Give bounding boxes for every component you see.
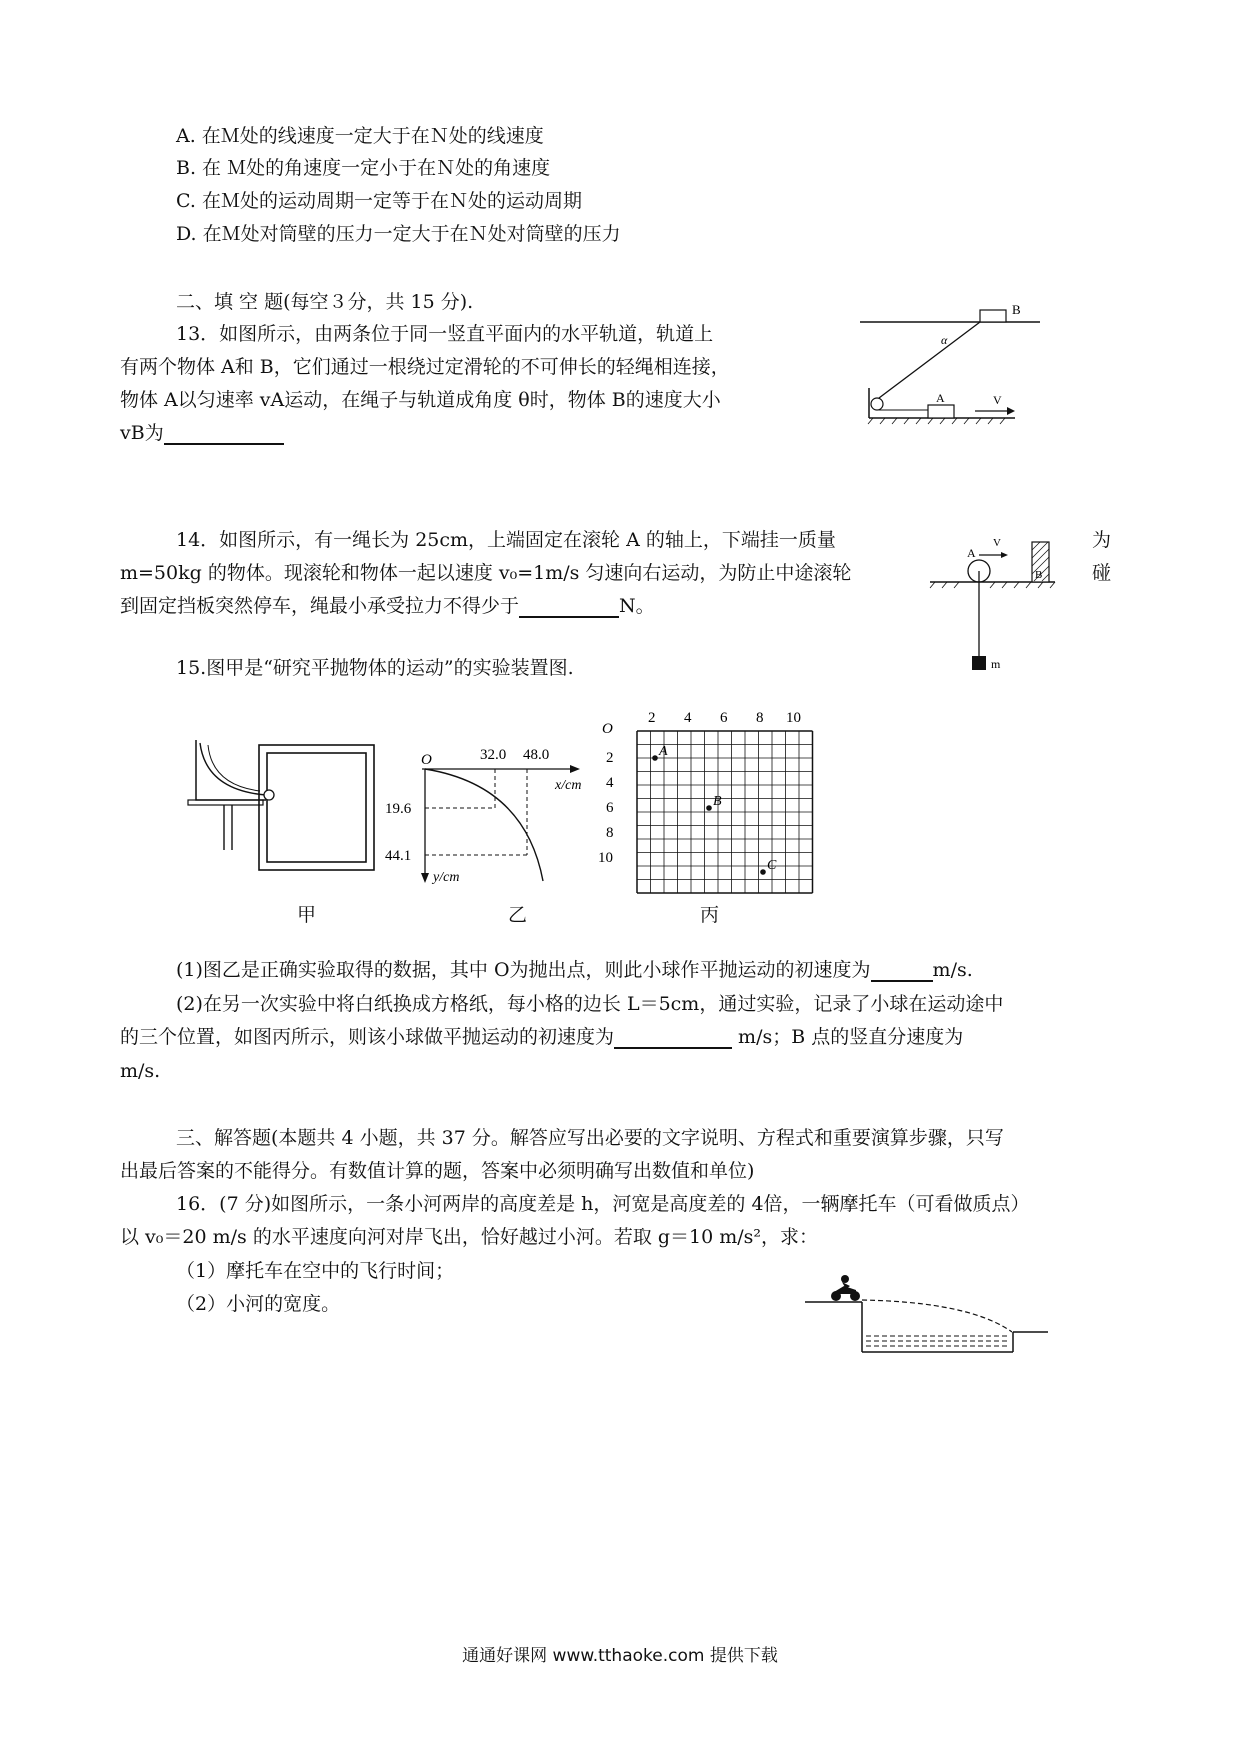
q14-unit: N。 [619,595,655,617]
bing-ytick-4: 4 [606,775,614,791]
q16-water [866,1336,1010,1346]
q14-label-a: A [967,546,976,560]
label-bing: 丙 [700,904,720,926]
page-footer: 通通好课网 www.tthaoke.com 提供下载 [462,1646,778,1666]
jia-chute-frame [196,740,266,800]
q16-figure [800,1262,1050,1357]
q13-label-angle: α [941,333,948,347]
q13-figure [855,298,1045,438]
bing-point-b [706,805,712,811]
yi-y2-label: 44.1 [385,848,412,864]
q14-line3-text: 到固定挡板突然停车，绳最小承受拉力不得少于 [120,595,520,617]
q13-block-a [928,405,954,418]
q15-sub1-text: (1)图乙是正确实验取得的数据，其中 O为抛出点，则此小球作平抛运动的初速度为 [176,959,871,981]
bing-xtick-10: 10 [786,710,801,726]
q14-answer-blank[interactable] [519,598,619,618]
q15-sub1 [176,958,973,982]
yi-x2-label: 48.0 [523,747,550,763]
q15-figure-yi [385,745,600,895]
q14-ground-hatch [930,582,1055,588]
yi-trajectory [425,769,543,881]
bing-xtick-2: 2 [648,710,656,726]
yi-x-arrow [570,765,580,773]
bing-label-a: A [659,744,668,759]
q15-sub2-line1: (2)在另一次实验中将白纸换成方格纸，每小格的边长 L＝5cm，通过实验，记录了小球在运动途中 [176,993,1004,1015]
q14-line3 [120,594,655,618]
bing-ytick-8: 8 [606,825,614,841]
q15-sub1-blank[interactable] [871,962,933,982]
bing-xtick-8: 8 [756,710,764,726]
q13-line2: 有两个物体 A和 B，它们通过一根绕过定滑轮的不可伸长的轻绳相连接， [120,356,730,378]
option-d: D. 在Ｍ处对筒壁的压力一定大于在Ｎ处对筒壁的压力 [176,223,621,245]
q14-label-m: m [991,657,1001,671]
q13-pulley [871,398,883,410]
jia-chute-curve-inner [208,745,260,791]
q15-intro: 15.图甲是“研究平抛物体的运动”的实验装置图. [176,657,574,679]
yi-x-axis-label: x/cm [555,778,582,793]
q14-line2: m=50kg 的物体。现滚轮和物体一起以速度 v₀=1m/s 匀速向右运动，为防止中途滚轮 [120,562,852,584]
jia-chute-curve [200,743,266,795]
q13-label-b: B [1012,302,1021,317]
option-b: B. 在 Ｍ处的角速度一定小于在Ｎ处的角速度 [176,157,551,179]
q13-label-v: V [993,393,1002,407]
q16-line1: 16．(7 分)如图所示，一条小河两岸的高度差是 h，河宽是高度差的 4倍，一辆摩托车（可看做质点） [176,1193,1030,1215]
bing-point-a [652,755,658,761]
q15-sub2-blank[interactable] [614,1029,732,1049]
option-c: C. 在Ｍ处的运动周期一定等于在Ｎ处的运动周期 [176,190,582,212]
yi-y-axis-label: y/cm [433,870,460,885]
q13-vb-label: vB为 [120,422,164,444]
q14-figure [925,530,1065,675]
bing-label-c: C [767,858,777,873]
section2-heading: 二、填 空 题(每空３分，共 15 分). [176,291,474,313]
jia-ball [264,790,274,800]
label-jia: 甲 [297,904,317,926]
option-a: A. 在Ｍ处的线速度一定大于在Ｎ处的线速度 [176,125,544,147]
bing-ytick-10: 10 [598,850,613,866]
q16-line2: 以 v₀＝20 m/s 的水平速度向河对岸飞出，恰好越过小河。若取 g＝10 m/s²，求： [120,1226,819,1248]
section3-line2: 出最后答案的不能得分。有数值计算的题，答案中必须明确写出数值和单位) [120,1160,755,1182]
q13-line1: 13．如图所示，由两条位于同一竖直平面内的水平轨道，轨道上 [176,323,714,345]
yi-origin-label: O [421,752,432,768]
jia-board-inner [267,753,366,862]
bing-origin-label: O [602,721,613,737]
q13-ground-hatch [868,418,1005,424]
q15-sub2-text: 的三个位置，如图丙所示，则该小球做平抛运动的初速度为 [120,1026,615,1048]
bing-ytick-2: 2 [606,750,614,766]
yi-y1-label: 19.6 [385,801,412,817]
q13-block-b [980,310,1006,322]
q15-figure-jia [186,735,386,905]
label-yi: 乙 [508,904,528,926]
q14-mass [972,656,986,670]
q14-side-text-1: 为 [1092,529,1112,551]
q16-sub1: （1）摩托车在空中的飞行时间； [176,1260,455,1282]
q15-sub2-text-2: m/s；B 点的竖直分速度为 [732,1026,964,1048]
bing-ytick-6: 6 [606,800,614,816]
section3-line1: 三、解答题(本题共 4 小题，共 37 分。解答应写出必要的文字说明、方程式和重要演算步骤，只写 [176,1127,1004,1149]
q15-sub2-line3: m/s. [120,1060,161,1082]
q16-sub2: （2）小河的宽度。 [176,1293,341,1315]
q16-motorcycle [831,1275,860,1301]
q14-side-text-2: 碰 [1092,562,1112,584]
q14-line1: 14．如图所示，有一绳长为 25cm，上端固定在滚轮 A 的轴上，下端挂一质量 [176,529,836,551]
bing-point-c [760,869,766,875]
bing-xtick-4: 4 [684,710,692,726]
q13-line4 [120,421,284,445]
q13-answer-blank[interactable] [164,425,284,445]
yi-x1-label: 32.0 [480,747,507,763]
q15-sub2-line2 [120,1025,963,1049]
q14-label-b: B [1035,569,1043,581]
yi-y-arrow [421,873,429,883]
bing-xtick-6: 6 [720,710,728,726]
q13-line3: 物体 A以匀速率 vA运动，在绳子与轨道成角度 θ时，物体 B的速度大小 [120,389,721,411]
jia-board-outer [259,745,374,870]
q14-label-v: V [993,537,1001,549]
bing-label-b: B [713,794,722,809]
q13-arrow-head [1007,407,1015,415]
q16-trajectory [862,1300,1012,1332]
q13-label-a: A [936,391,945,405]
q14-arrow-head [1001,552,1008,558]
q15-figure-bing [596,705,816,900]
q13-rope [879,322,980,398]
q15-sub1-unit: m/s. [932,959,973,981]
